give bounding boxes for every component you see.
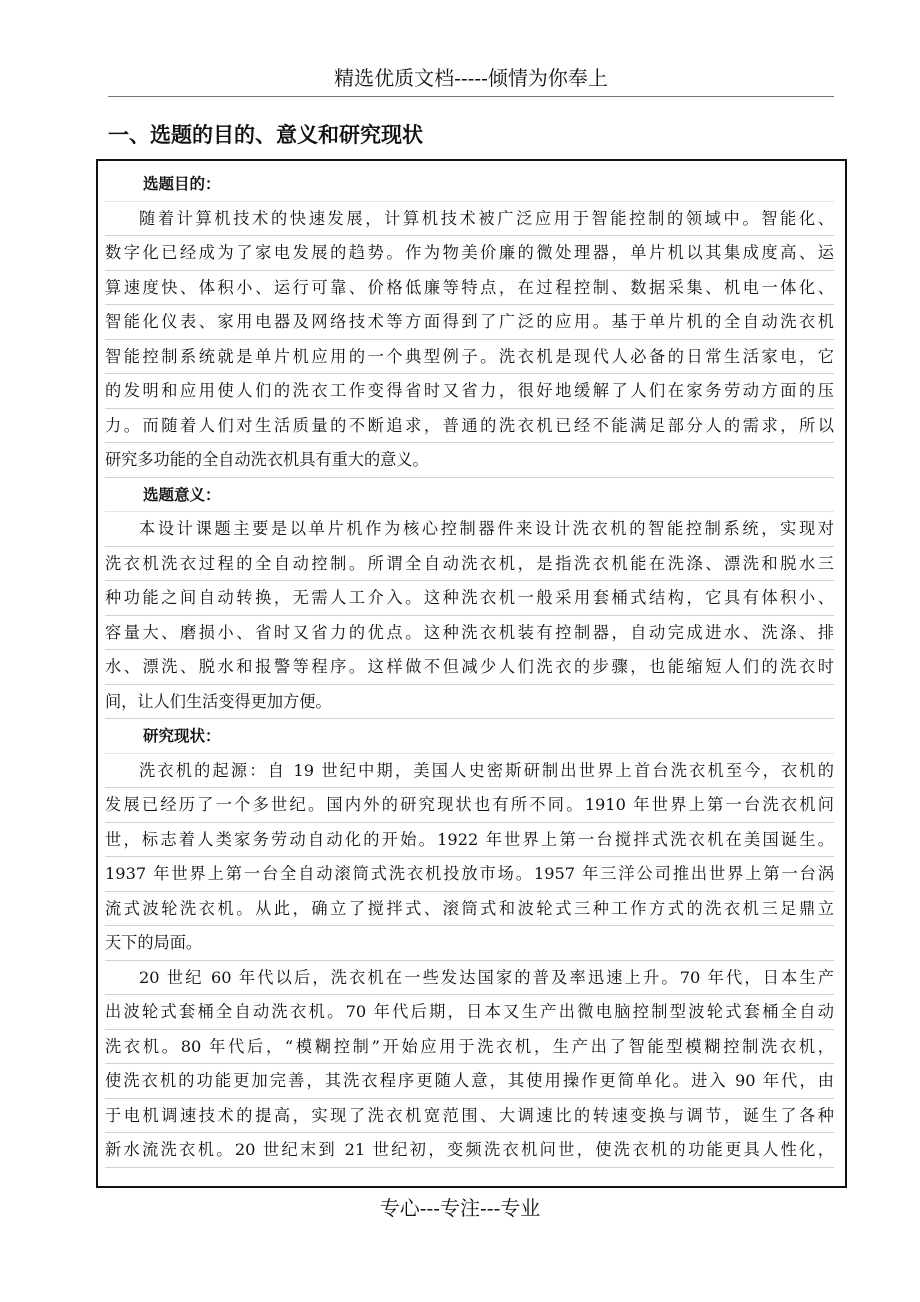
text-line: 1937 年世界上第一台全自动滚筒式洗衣机投放市场。1957 年三洋公司推出世界上第一台涡 xyxy=(105,857,834,892)
subheading: 选题目的： xyxy=(105,167,834,202)
content-box xyxy=(96,159,847,1188)
text-line: 智能化仪表、家用电器及网络技术等方面得到了广泛的应用。基于单片机的全自动洗衣机 xyxy=(105,305,834,340)
text-line: 种功能之间自动转换，无需人工介入。这种洗衣机一般采用套桶式结构，它具有体积小、 xyxy=(105,581,834,616)
text-line: 研究多功能的全自动洗衣机具有重大的意义。 xyxy=(105,443,834,478)
text-line: 新水流洗衣机。20 世纪末到 21 世纪初，变频洗衣机问世，使洗衣机的功能更具人性化， xyxy=(105,1133,834,1168)
content-lines xyxy=(105,167,834,1168)
text-line: 算速度快、体积小、运行可靠、价格低廉等特点，在过程控制、数据采集、机电一体化、 xyxy=(105,271,834,306)
text-line: 使洗衣机的功能更加完善，其洗衣程序更随人意，其使用操作更简单化。进入 90 年代，由 xyxy=(105,1064,834,1099)
text-line: 出波轮式套桶全自动洗衣机。70 年代后期，日本又生产出微电脑控制型波轮式套桶全自动 xyxy=(105,995,834,1030)
text-line: 数字化已经成为了家电发展的趋势。作为物美价廉的微处理器，单片机以其集成度高、运 xyxy=(105,236,834,271)
text-line: 20 世纪 60 年代以后，洗衣机在一些发达国家的普及率迅速上升。70 年代，日本生产 xyxy=(105,961,834,996)
text-line: 水、漂洗、脱水和报警等程序。这样做不但减少人们洗衣的步骤，也能缩短人们的洗衣时 xyxy=(105,650,834,685)
subheading: 选题意义： xyxy=(105,478,834,513)
text-line: 发展已经历了一个多世纪。国内外的研究现状也有所不同。1910 年世界上第一台洗衣机问 xyxy=(105,788,834,823)
text-line: 于电机调速技术的提高，实现了洗衣机宽范围、大调速比的转速变换与调节，诞生了各种 xyxy=(105,1099,834,1134)
text-line: 世，标志着人类家务劳动自动化的开始。1922 年世界上第一台搅拌式洗衣机在美国诞生。 xyxy=(105,823,834,858)
text-line: 天下的局面。 xyxy=(105,926,834,961)
text-line: 智能控制系统就是单片机应用的一个典型例子。洗衣机是现代人必备的日常生活家电，它 xyxy=(105,340,834,375)
page-footer: 专心---专注---专业 xyxy=(379,1196,541,1220)
text-line: 间，让人们生活变得更加方便。 xyxy=(105,685,834,720)
text-line: 洗衣机洗衣过程的全自动控制。所谓全自动洗衣机，是指洗衣机能在洗涤、漂洗和脱水三 xyxy=(105,547,834,582)
section-title: 一、选题的目的、意义和研究现状 xyxy=(108,123,423,147)
text-line: 的发明和应用使人们的洗衣工作变得省时又省力，很好地缓解了人们在家务劳动方面的压 xyxy=(105,374,834,409)
subheading: 研究现状： xyxy=(105,719,834,754)
text-line: 随着计算机技术的快速发展，计算机技术被广泛应用于智能控制的领域中。智能化、 xyxy=(105,202,834,237)
text-line: 力。而随着人们对生活质量的不断追求，普通的洗衣机已经不能满足部分人的需求，所以 xyxy=(105,409,834,444)
text-line: 流式波轮洗衣机。从此，确立了搅拌式、滚筒式和波轮式三种工作方式的洗衣机三足鼎立 xyxy=(105,892,834,927)
page-header: 精选优质文档-----倾情为你奉上 xyxy=(108,64,834,97)
text-line: 洗衣机的起源：自 19 世纪中期，美国人史密斯研制出世界上首台洗衣机至今，衣机的 xyxy=(105,754,834,789)
text-line: 容量大、磨损小、省时又省力的优点。这种洗衣机装有控制器，自动完成进水、洗涤、排 xyxy=(105,616,834,651)
text-line: 本设计课题主要是以单片机作为核心控制器件来设计洗衣机的智能控制系统，实现对 xyxy=(105,512,834,547)
text-line: 洗衣机。80 年代后，“模糊控制”开始应用于洗衣机，生产出了智能型模糊控制洗衣机， xyxy=(105,1030,834,1065)
